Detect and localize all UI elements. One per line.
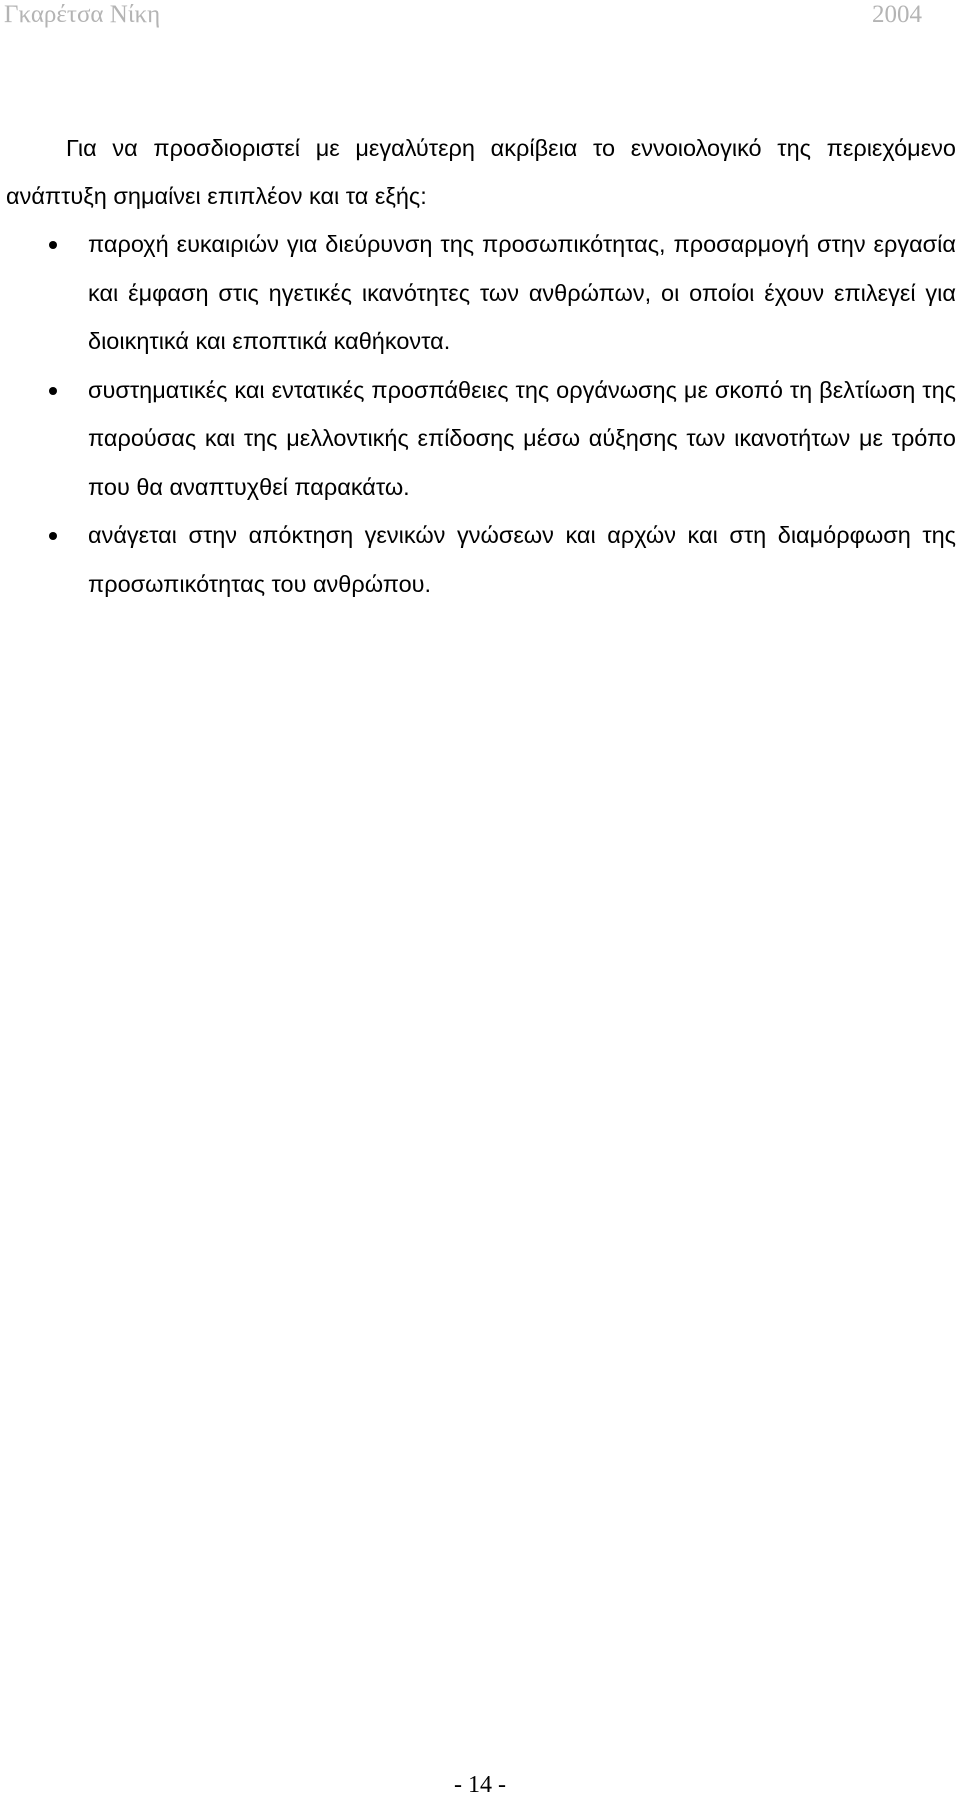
bullet-dot-icon xyxy=(49,387,57,395)
bullet-text: παροχή ευκαιριών για διεύρυνση της προσωπικότητας, προσαρμογή στην εργασία και έμφαση στις ηγετικές ικανότητες των ανθρώπων, οι οποίοι έχουν επιλεγεί για διοικητικά και εποπτικά καθήκοντα. xyxy=(88,231,956,354)
bullet-list xyxy=(6,220,956,608)
header-author: Γκαρέτσα Νίκη xyxy=(4,1,161,28)
page-header xyxy=(4,0,922,34)
header-year: 2004 xyxy=(872,1,922,28)
bullet-dot-icon xyxy=(49,241,57,249)
bullet-dot-icon xyxy=(49,532,57,540)
bullet-text: συστηματικές και εντατικές προσπάθειες της οργάνωσης με σκοπό τη βελτίωση της παρούσας και της μελλοντικής επίδοσης μέσω αύξησης των ικανοτήτων με τρόπο που θα αναπτυχθεί παρακάτω. xyxy=(88,376,956,500)
bullet-item xyxy=(6,511,956,608)
bullet-item xyxy=(6,220,956,366)
document-body xyxy=(6,124,956,608)
page-number: - 14 - xyxy=(454,1772,506,1798)
bullet-item xyxy=(6,366,956,512)
intro-paragraph: Για να προσδιοριστεί με μεγαλύτερη ακρίβεια το εννοιολογικό της περιεχόμενο ανάπτυξη σημαίνει επιπλέον και τα εξής: xyxy=(6,135,956,209)
bullet-text: ανάγεται στην απόκτηση γενικών γνώσεων και αρχών και στη διαμόρφωση της προσωπικότητας του ανθρώπου. xyxy=(88,522,956,597)
